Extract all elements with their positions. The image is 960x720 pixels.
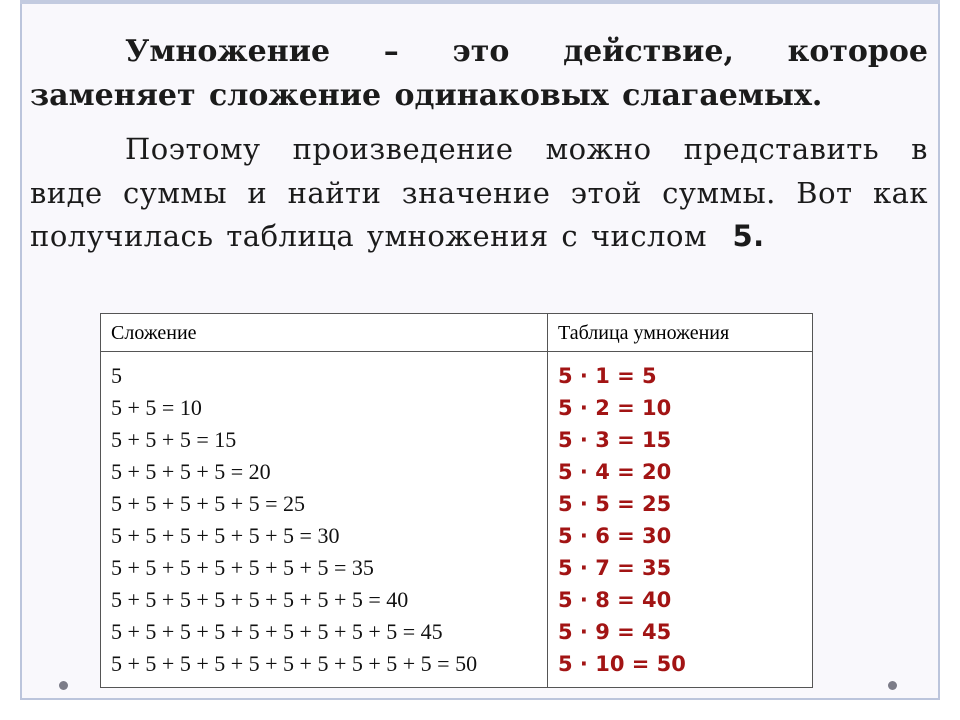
decorative-dot-right xyxy=(888,681,897,690)
addition-line: 5 + 5 + 5 + 5 + 5 + 5 + 5 + 5 + 5 + 5 = 50 xyxy=(111,651,478,676)
explanation-text: Поэтому произведение можно представить в виде суммы и найти значение этой суммы. Вот как получилась таблица умножения с числом xyxy=(30,132,928,253)
top-rule xyxy=(20,0,940,4)
explanation-paragraph xyxy=(30,128,928,259)
multiplication-line: 5 · 10 = 50 xyxy=(558,652,686,676)
addition-line: 5 + 5 + 5 = 15 xyxy=(111,427,237,452)
table-header-row xyxy=(101,314,813,352)
addition-line: 5 + 5 + 5 + 5 + 5 + 5 + 5 + 5 + 5 = 45 xyxy=(111,619,443,644)
text-block xyxy=(30,30,928,259)
explanation-number: 5. xyxy=(732,219,765,253)
multiplication-line: 5 · 1 = 5 xyxy=(558,364,657,388)
multiplication-line: 5 · 9 = 45 xyxy=(558,620,672,644)
addition-line: 5 + 5 + 5 + 5 + 5 = 25 xyxy=(111,491,306,516)
definition-paragraph: Умножение – это действие, которое заменяет сложение одинаковых слагаемых. xyxy=(30,34,928,113)
multiplications-cell xyxy=(548,352,813,688)
multiplication-table xyxy=(100,313,813,688)
header-multiplication: Таблица умножения xyxy=(548,314,813,352)
additions-cell xyxy=(101,352,548,688)
multiplication-line: 5 · 3 = 15 xyxy=(558,428,672,452)
multiplication-line: 5 · 7 = 35 xyxy=(558,556,672,580)
decorative-dot-left xyxy=(59,681,68,690)
multiplication-line: 5 · 6 = 30 xyxy=(558,524,672,548)
multiplication-line: 5 · 2 = 10 xyxy=(558,396,672,420)
addition-line: 5 + 5 + 5 + 5 + 5 + 5 + 5 + 5 = 40 xyxy=(111,587,409,612)
multiplication-line: 5 · 4 = 20 xyxy=(558,460,672,484)
addition-line: 5 + 5 + 5 + 5 + 5 + 5 = 30 xyxy=(111,523,340,548)
addition-line: 5 + 5 + 5 + 5 + 5 + 5 + 5 = 35 xyxy=(111,555,374,580)
header-addition: Сложение xyxy=(101,314,548,352)
multiplication-line: 5 · 5 = 25 xyxy=(558,492,672,516)
addition-line: 5 + 5 = 10 xyxy=(111,395,202,420)
addition-line: 5 xyxy=(111,363,122,388)
addition-line: 5 + 5 + 5 + 5 = 20 xyxy=(111,459,271,484)
table-body-row xyxy=(101,352,813,688)
multiplication-line: 5 · 8 = 40 xyxy=(558,588,672,612)
